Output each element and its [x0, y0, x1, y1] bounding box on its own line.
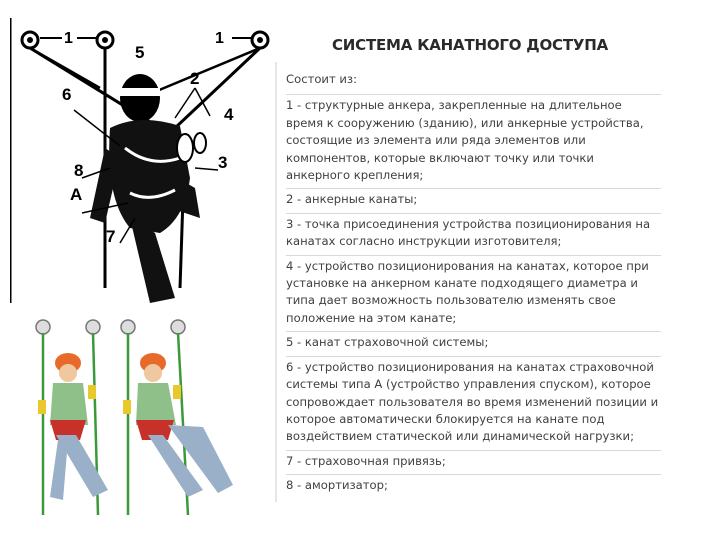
- anchor-icon: [252, 32, 268, 48]
- list-item-5: 5 - канат страховочной системы;: [286, 333, 661, 356]
- column-divider: [275, 62, 277, 502]
- label-2: 2: [190, 69, 200, 88]
- label-3: 3: [218, 153, 228, 172]
- anchor-icon: [22, 32, 38, 48]
- label-4: 4: [224, 105, 234, 124]
- list-item-6: 6 - устройство позиционирования на канатах страховочной системы типа А (устройство управления спуском), которое сопровождает пользователя во время изменений позиции и которое автоматически блокируется на канате под воздействием статической или динамической нагрузки;: [286, 358, 661, 451]
- list-item-8: 8 - амортизатор;: [286, 478, 388, 493]
- list-item-1: 1 - структурные анкера, закрепленные на длительное время к сооружению (зданию), или анкерные устройства, состоящие из элемента или ряда элементов или компонентов, которые включают точку или точки анкерного крепления;: [286, 96, 661, 189]
- components-list: [286, 70, 661, 500]
- list-item-2: 2 - анкерные канаты;: [286, 190, 661, 213]
- label-7: 7: [106, 227, 116, 246]
- rope-access-color-illustration: [28, 315, 273, 525]
- list-item-3: 3 - точка присоединения устройства позиционирования на канатах согласно инструкции изготовителя;: [286, 215, 661, 256]
- worker-2: [123, 353, 233, 497]
- worker-1: [38, 353, 108, 500]
- list-item-4: 4 - устройство позиционирования на канатах, которое при установке на анкерном канате подходящего диаметра и типа дает возможность пользователю изменять свое положение на этом канате;: [286, 257, 661, 333]
- list-item-7: 7 - страховочная привязь;: [286, 452, 661, 475]
- label-1a: 1: [64, 30, 73, 47]
- label-A: A: [70, 185, 83, 204]
- rope-access-diagram: [10, 18, 275, 303]
- label-5: 5: [135, 43, 145, 62]
- page-title: СИСТЕМА КАНАТНОГО ДОСТУПА: [332, 36, 608, 54]
- label-1b: 1: [215, 30, 224, 47]
- label-6: 6: [62, 85, 72, 104]
- intro-text: Состоит из:: [286, 70, 661, 95]
- anchor-icon: [97, 32, 113, 48]
- label-8: 8: [74, 161, 84, 180]
